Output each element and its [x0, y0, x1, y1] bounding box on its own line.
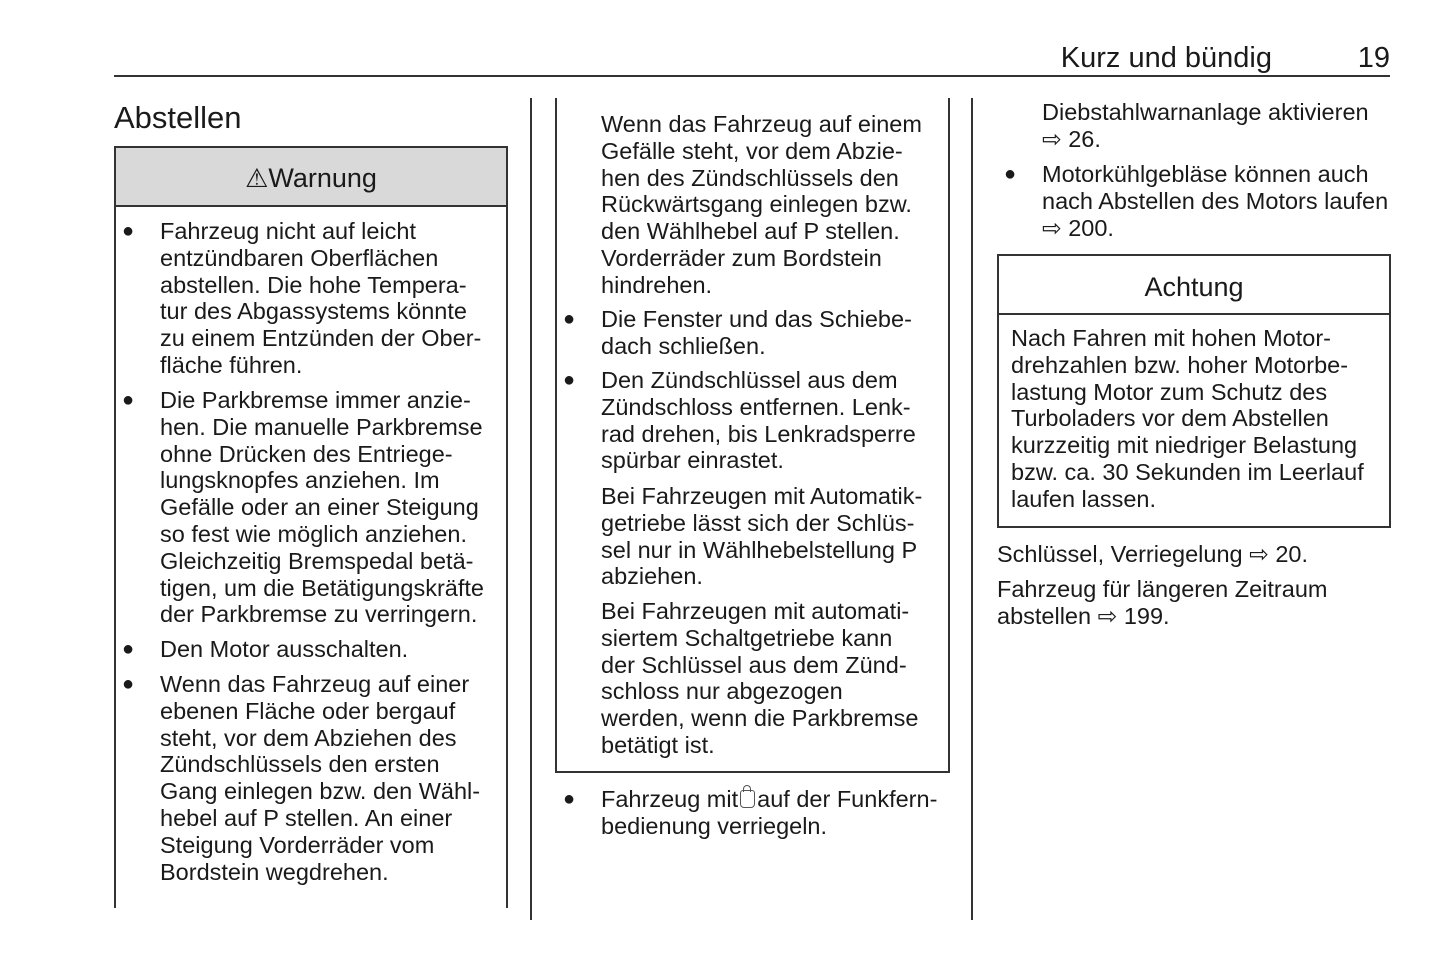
caution-body: [1011, 325, 1364, 513]
warning-triangle-icon: ⚠: [245, 163, 269, 193]
text-line: der Schlüssel aus dem Zünd-: [601, 651, 907, 678]
text-line: schloss nur abgezogen: [601, 678, 843, 705]
text-line: hen des Zündschlüssels den: [601, 164, 899, 191]
column-divider: [530, 98, 532, 920]
text-line: sel nur in Wählhebelstellung P: [601, 536, 918, 563]
section-title: Abstellen: [114, 100, 242, 135]
text-line: Die Parkbremse immer anzie-: [160, 387, 471, 413]
text-line: Vorderräder zum Bordstein: [601, 244, 882, 271]
warning-note: [601, 598, 918, 759]
text-line: Zündschlüssels den ersten: [160, 751, 440, 778]
bullet: ●: [1004, 163, 1017, 185]
warning-note: [601, 483, 922, 590]
continued-item: [1042, 99, 1369, 153]
warning-item: [601, 306, 912, 360]
bullet: ●: [563, 788, 576, 810]
header-rule: [114, 75, 1390, 77]
text-line: Rückwärtsgang einlegen bzw.: [601, 191, 912, 218]
text-line: Wenn das Fahrzeug auf einem: [601, 111, 922, 137]
text-line: so fest wie möglich anziehen.: [160, 520, 467, 547]
caution-title: Achtung: [999, 256, 1389, 315]
text-line: Bei Fahrzeugen mit automati-: [601, 598, 910, 624]
text-line: abstellen. Die hohe Tempera-: [160, 271, 467, 298]
column-divider: [971, 98, 973, 920]
text-line: betätigt ist.: [601, 731, 715, 758]
bullet: ●: [122, 389, 135, 411]
cross-reference[interactable]: [997, 576, 1327, 630]
text-line: Schlüssel, Verriegelung ⇨ 20.: [997, 541, 1309, 567]
text-line: kurzzeitig mit niedriger Belastung: [1011, 432, 1358, 459]
text-line: ⇨ 200.: [1042, 214, 1114, 241]
text-line: getriebe lässt sich der Schlüs-: [601, 509, 915, 536]
text-line: zu einem Entzünden der Ober-: [160, 325, 482, 352]
text-line: Gefälle steht, vor dem Abzie-: [601, 137, 903, 164]
bullet: ●: [122, 673, 135, 695]
text-line: Gefälle oder an einer Steigung: [160, 494, 479, 521]
text-line: Nach Fahren mit hohen Motor-: [1011, 325, 1332, 351]
text-line: hebel auf P stellen. An einer: [160, 804, 453, 831]
warning-item: [160, 387, 484, 628]
text-line: der Parkbremse zu verringern.: [160, 601, 478, 628]
text-line: drehzahlen bzw. hoher Motorbe-: [1011, 351, 1349, 378]
lock-item: [601, 786, 937, 840]
text-line: lastung Motor zum Schutz des: [1011, 378, 1328, 405]
text-line: Zündschloss entfernen. Lenk-: [601, 393, 911, 420]
bullet: ●: [563, 308, 576, 330]
text-line: lungsknopfes anziehen. Im: [160, 467, 440, 494]
list-item: [1042, 161, 1388, 241]
warning-header: [116, 148, 506, 207]
text-line: Wenn das Fahrzeug auf einer: [160, 671, 470, 697]
lock-button-icon: [740, 790, 755, 808]
text-line: steht, vor dem Abziehen des: [160, 724, 457, 751]
text-line: dach schließen.: [601, 332, 766, 359]
text-line: laufen lassen.: [1011, 485, 1157, 512]
lock-text-line2: bedienung verriegeln.: [601, 812, 828, 839]
text-line: tur des Abgassystems könnte: [160, 298, 467, 325]
text-line: spürbar einrastet.: [601, 447, 784, 474]
warning-item: [160, 218, 481, 379]
text-line: Motorkühlgebläse können auch: [1042, 161, 1369, 187]
chapter-title: Kurz und bündig: [1060, 42, 1272, 74]
lock-text-before: Fahrzeug mit: [601, 786, 739, 812]
warning-intro: [601, 111, 922, 299]
text-line: Den Motor ausschalten.: [160, 636, 409, 662]
text-line: Gang einlegen bzw. den Wähl-: [160, 778, 481, 805]
text-line: siertem Schaltgetriebe kann: [601, 624, 893, 651]
text-line: tigen, um die Betätigungskräfte: [160, 574, 484, 601]
text-line: entzündbaren Oberflächen: [160, 244, 439, 271]
warning-title: Warnung: [268, 163, 377, 193]
cross-reference[interactable]: [997, 541, 1308, 568]
text-line: Bei Fahrzeugen mit Automatik-: [601, 483, 923, 509]
text-line: den Wählhebel auf P stellen.: [601, 218, 900, 245]
bullet: ●: [122, 638, 135, 660]
text-line: werden, wenn die Parkbremse: [601, 705, 919, 732]
lock-text-after: auf der Funkfern-: [757, 786, 938, 812]
text-line: Die Fenster und das Schiebe-: [601, 306, 912, 332]
text-line: Den Zündschlüssel aus dem: [601, 367, 898, 393]
text-line: Diebstahlwarnanlage aktivieren: [1042, 99, 1369, 125]
bullet: ●: [563, 369, 576, 391]
text-line: Steigung Vorderräder vom: [160, 831, 435, 858]
text-line: rad drehen, bis Lenkradsperre: [601, 420, 916, 447]
text-line: ohne Drücken des Entriege-: [160, 440, 453, 467]
text-line: hen. Die manuelle Parkbremse: [160, 413, 483, 440]
text-line: Turboladers vor dem Abstellen: [1011, 405, 1329, 432]
text-line: ⇨ 26.: [1042, 125, 1101, 152]
text-line: abstellen ⇨ 199.: [997, 602, 1170, 629]
text-line: abziehen.: [601, 563, 703, 590]
bullet: ●: [122, 220, 135, 242]
warning-item: [601, 367, 916, 474]
warning-item: [160, 671, 480, 885]
text-line: hindrehen.: [601, 271, 713, 298]
text-line: bzw. ca. 30 Sekunden im Leerlauf: [1011, 458, 1364, 485]
text-line: fläche führen.: [160, 351, 303, 378]
text-line: Fahrzeug nicht auf leicht: [160, 218, 417, 244]
warning-item: [160, 636, 408, 663]
text-line: Gleichzeitig Bremspedal betä-: [160, 547, 474, 574]
text-line: Bordstein wegdrehen.: [160, 858, 389, 885]
text-line: Fahrzeug für längeren Zeitraum: [997, 576, 1328, 602]
page-number: 19: [1357, 42, 1390, 74]
text-line: ebenen Fläche oder bergauf: [160, 697, 456, 724]
text-line: nach Abstellen des Motors laufen: [1042, 187, 1389, 214]
